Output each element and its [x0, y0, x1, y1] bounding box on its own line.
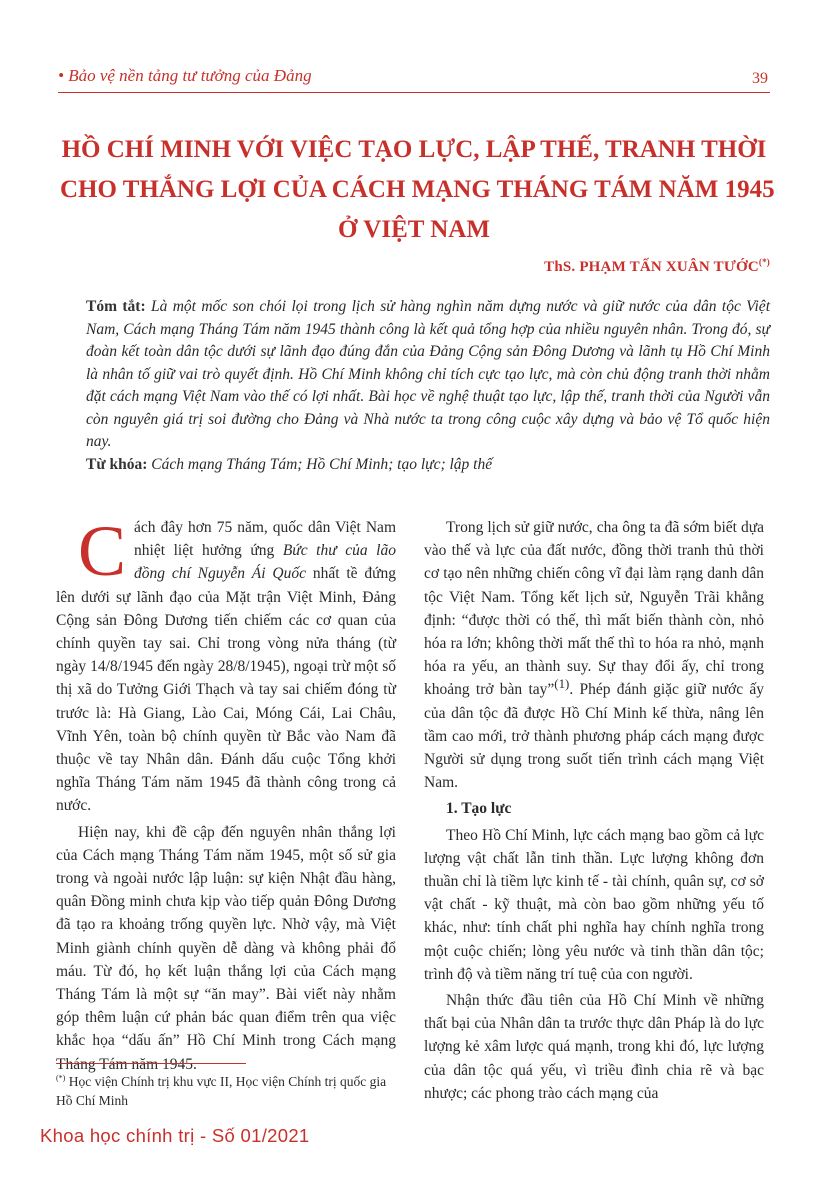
footnote-divider [56, 1063, 246, 1064]
right-paragraph-3: Nhận thức đầu tiên của Hồ Chí Minh về những thất bại của Nhân dân ta trước thực dân Pháp là do lực lượng kẻ xâm lược quá mạnh, trong khi đó, lực lượng của dân tộc quá yếu, vì triều đình chia rẽ và bạc nhược; các phong trào cách mạng của [424, 992, 764, 1102]
abstract-text: Là một mốc son chói lọi trong lịch sử hàng nghìn năm dựng nước và giữ nước của dân tộc Việt Nam, Cách mạng Tháng Tám năm 1945 thành công là kết quả tổng hợp của nhiều nguyên nhân. Trong đó, sự đoàn kết toàn dân tộc dưới sự lãnh đạo đúng đắn của Đảng Cộng sản Đông Dương và lãnh tụ Hồ Chí Minh là nhân tố giữ vai trò quyết định. Hồ Chí Minh không chỉ tích cực tạo lực, mà còn chủ động tranh thời nhằm đặt cách mạng Việt Nam vào thế có lợi nhất. Bài học về nghệ thuật tạo lực, lập thế, tranh thời của Người vẫn còn nguyên giá trị soi đường cho Đảng và Nhà nước ta trong công cuộc xây dựng và bảo vệ Tổ quốc hiện nay. [86, 298, 770, 450]
abstract-paragraph [86, 296, 770, 454]
intro-text-b: nhất tề đứng lên dưới sự lãnh đạo của Mặt trận Việt Minh, Đảng Cộng sản Đông Dương tiến chiếm các cơ quan của chính quyền tay sai. Chỉ trong vòng nửa tháng (từ ngày 14/8/1945 đến ngày 28/8/1945), ngoại trừ một số thị xã do Tưởng Giới Thạch và tay sai chiếm đóng từ trước là: Hà Giang, Lào Cai, Móng Cái, Lai Châu, Vĩnh Yên, toàn bộ chính quyền từ Bắc vào Nam đã thuộc về tay Nhân dân. Đánh dấu cuộc Tổng khởi nghĩa Tháng Tám năm 1945 đã thành công trong cả nước. [56, 565, 396, 815]
abstract-block [86, 296, 770, 476]
running-header-section: • Bảo vệ nền tảng tư tưởng của Đảng [58, 66, 312, 85]
intro-text-a: ách đây hơn 75 năm, quốc dân Việt Nam nhiệt liệt hưởng ứng [134, 519, 396, 560]
left-column [56, 511, 396, 1079]
right-p1-end: . Phép đánh giặc giữ nước ấy của dân tộc đã được Hồ Chí Minh kế thừa, nâng lên tầm cao mới, trở thành phương pháp cách mạng được Người sử dụng trong suốt tiến trình cách mạng Việt Nam. [424, 681, 764, 792]
citation-ref-1: (1) [554, 676, 570, 692]
right-column [424, 516, 764, 1108]
article-title [60, 130, 775, 250]
journal-footer: Khoa học chính trị - Số 01/2021 [40, 1125, 310, 1146]
drop-cap: C [78, 511, 127, 591]
keywords-paragraph [86, 454, 770, 477]
author-footnote-mark: (*) [758, 257, 770, 267]
abstract-label: Tóm tắt: [86, 298, 146, 315]
footnote [56, 1072, 401, 1110]
title-line-2: CHO THẮNG LỢI CỦA CÁCH MẠNG THÁNG TÁM NĂM 1945 [60, 176, 775, 203]
keywords-text: Cách mạng Tháng Tám; Hồ Chí Minh; tạo lực; lập thế [151, 455, 493, 473]
title-line-3: Ở VIỆT NAM [338, 216, 490, 243]
author-name: ThS. PHẠM TẤN XUÂN TƯỚC [544, 259, 759, 275]
page-number: 39 [752, 70, 768, 87]
left-paragraph-2: Hiện nay, khi đề cập đến nguyên nhân thắng lợi của Cách mạng Tháng Tám năm 1945, một số sử gia trong và ngoài nước lập luận: sự kiện Nhật đầu hàng, quân Đồng minh chưa kịp vào tiếp quản Đông Dương đã tạo ra khoảng trống quyền lực. Nhờ vậy, mà Việt Minh giành chính quyền dễ dàng và không phải đổ máu. Từ đó, họ kết luận thắng lợi của Cách mạng Tháng Tám là một sự “ăn may”. Bài viết này nhằm góp thêm luận cứ phản bác quan điểm trên qua việc khắc họa “dấu ấn” Hồ Chí Minh trong Cách mạng Tháng Tám năm 1945. [56, 823, 396, 1073]
footnote-text: Học viện Chính trị khu vực II, Học viện Chính trị quốc gia Hồ Chí Minh [56, 1074, 387, 1108]
intro-letter-title: Bức thư của lão đồng chí Nguyễn Ái Quốc [134, 542, 396, 583]
section-heading-1: 1. Tạo lực [446, 800, 512, 818]
right-p1-text: Trong lịch sử giữ nước, cha ông ta đã sớm biết dựa vào thế và lực của đất nước, đồng thời tranh thủ thời cơ tạo nên những chiến công vĩ đại làm rạng danh dân tộc Việt Nam. Tổng kết lịch sử, Nguyễn Trãi khẳng định: “được thời có thế, thì mất biến thành còn, nhỏ hóa ra lớn; không thời mất thế thì to hóa ra nhỏ, mạnh hóa ra yếu, an thành suy. Sự thay đổi ấy, chỉ trong khoảng trở bàn tay” [424, 519, 764, 699]
keywords-label: Từ khóa: [86, 455, 148, 473]
header-divider [58, 92, 770, 93]
footnote-mark: (*) [56, 1073, 66, 1083]
right-paragraph-1 [424, 516, 764, 794]
author-byline [544, 259, 770, 276]
right-paragraph-2: Theo Hồ Chí Minh, lực cách mạng bao gồm cả lực lượng vật chất lẫn tinh thần. Lực lượng không đơn thuần chỉ là tiềm lực kinh tế - tài chính, quân sự, cơ sở vật chất - kỹ thuật, mà còn bao gồm những yếu tố khác, như: tính chất phi nghĩa hay chính nghĩa trong một cuộc chiến; lòng yêu nước và tinh thần dân tộc; trình độ và tiềm năng trí tuệ của con người. [424, 826, 764, 983]
intro-paragraph [56, 511, 396, 818]
title-line-1: HỒ CHÍ MINH VỚI VIỆC TẠO LỰC, LẬP THẾ, TRANH THỜI [61, 136, 767, 163]
